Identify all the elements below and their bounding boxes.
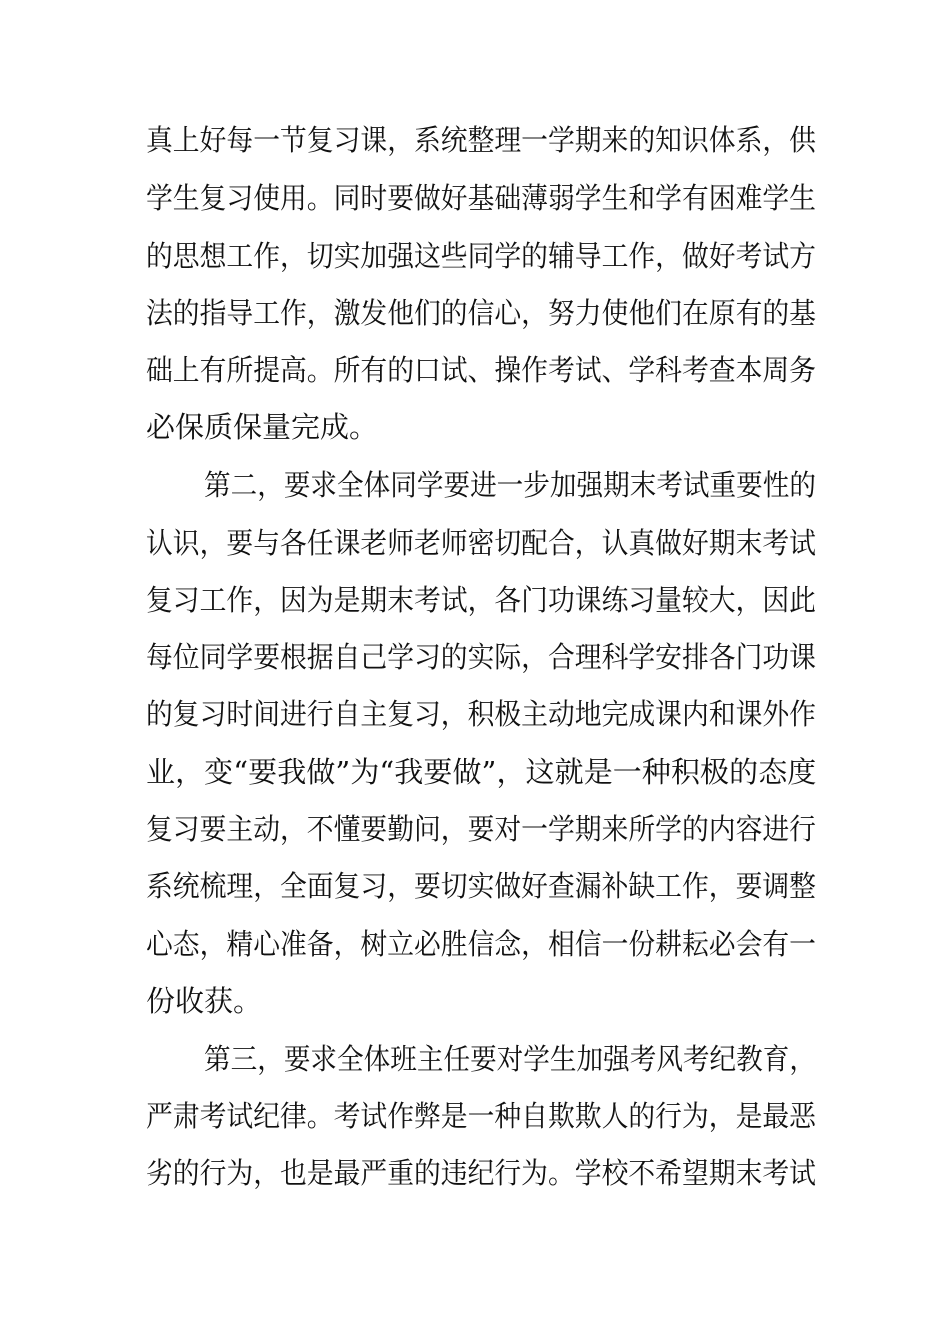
text-line: 严肃考试纪律。考试作弊是一种自欺欺人的行为，是最恶	[146, 1099, 816, 1133]
text-line: 业，变“要我做”为“我要做”，这就是一种积极的态度	[146, 755, 817, 789]
text-line: 法的指导工作，激发他们的信心，努力使他们在原有的基	[146, 296, 816, 330]
text-line: 真上好每一节复习课，系统整理一学期来的知识体系，供	[146, 123, 816, 157]
text-line: 第二，要求全体同学要进一步加强期末考试重要性的	[204, 468, 816, 502]
text-line: 系统梳理，全面复习，要切实做好查漏补缺工作，要调整	[146, 869, 816, 903]
text-line: 础上有所提高。所有的口试、操作考试、学科考查本周务	[146, 353, 816, 387]
text-line: 的复习时间进行自主复习，积极主动地完成课内和课外作	[146, 697, 816, 731]
text-line: 心态，精心准备，树立必胜信念，相信一份耕耘必会有一	[146, 927, 816, 961]
text-line: 第三，要求全体班主任要对学生加强考风考纪教育，	[204, 1042, 816, 1076]
text-line: 的思想工作，切实加强这些同学的辅导工作，做好考试方	[146, 239, 816, 273]
text-line: 复习工作，因为是期末考试，各门功课练习量较大，因此	[146, 583, 816, 617]
text-line: 认识，要与各任课老师老师密切配合，认真做好期末考试	[146, 526, 816, 560]
text-line: 劣的行为，也是最严重的违纪行为。学校不希望期末考试	[146, 1156, 816, 1190]
text-line: 每位同学要根据自己学习的实际，合理科学安排各门功课	[146, 640, 816, 674]
text-line: 份收获。	[146, 984, 263, 1018]
text-line: 必保质保量完成。	[146, 410, 379, 444]
text-line: 学生复习使用。同时要做好基础薄弱学生和学有困难学生	[146, 181, 816, 215]
text-line: 复习要主动，不懂要勤问，要对一学期来所学的内容进行	[146, 812, 816, 846]
